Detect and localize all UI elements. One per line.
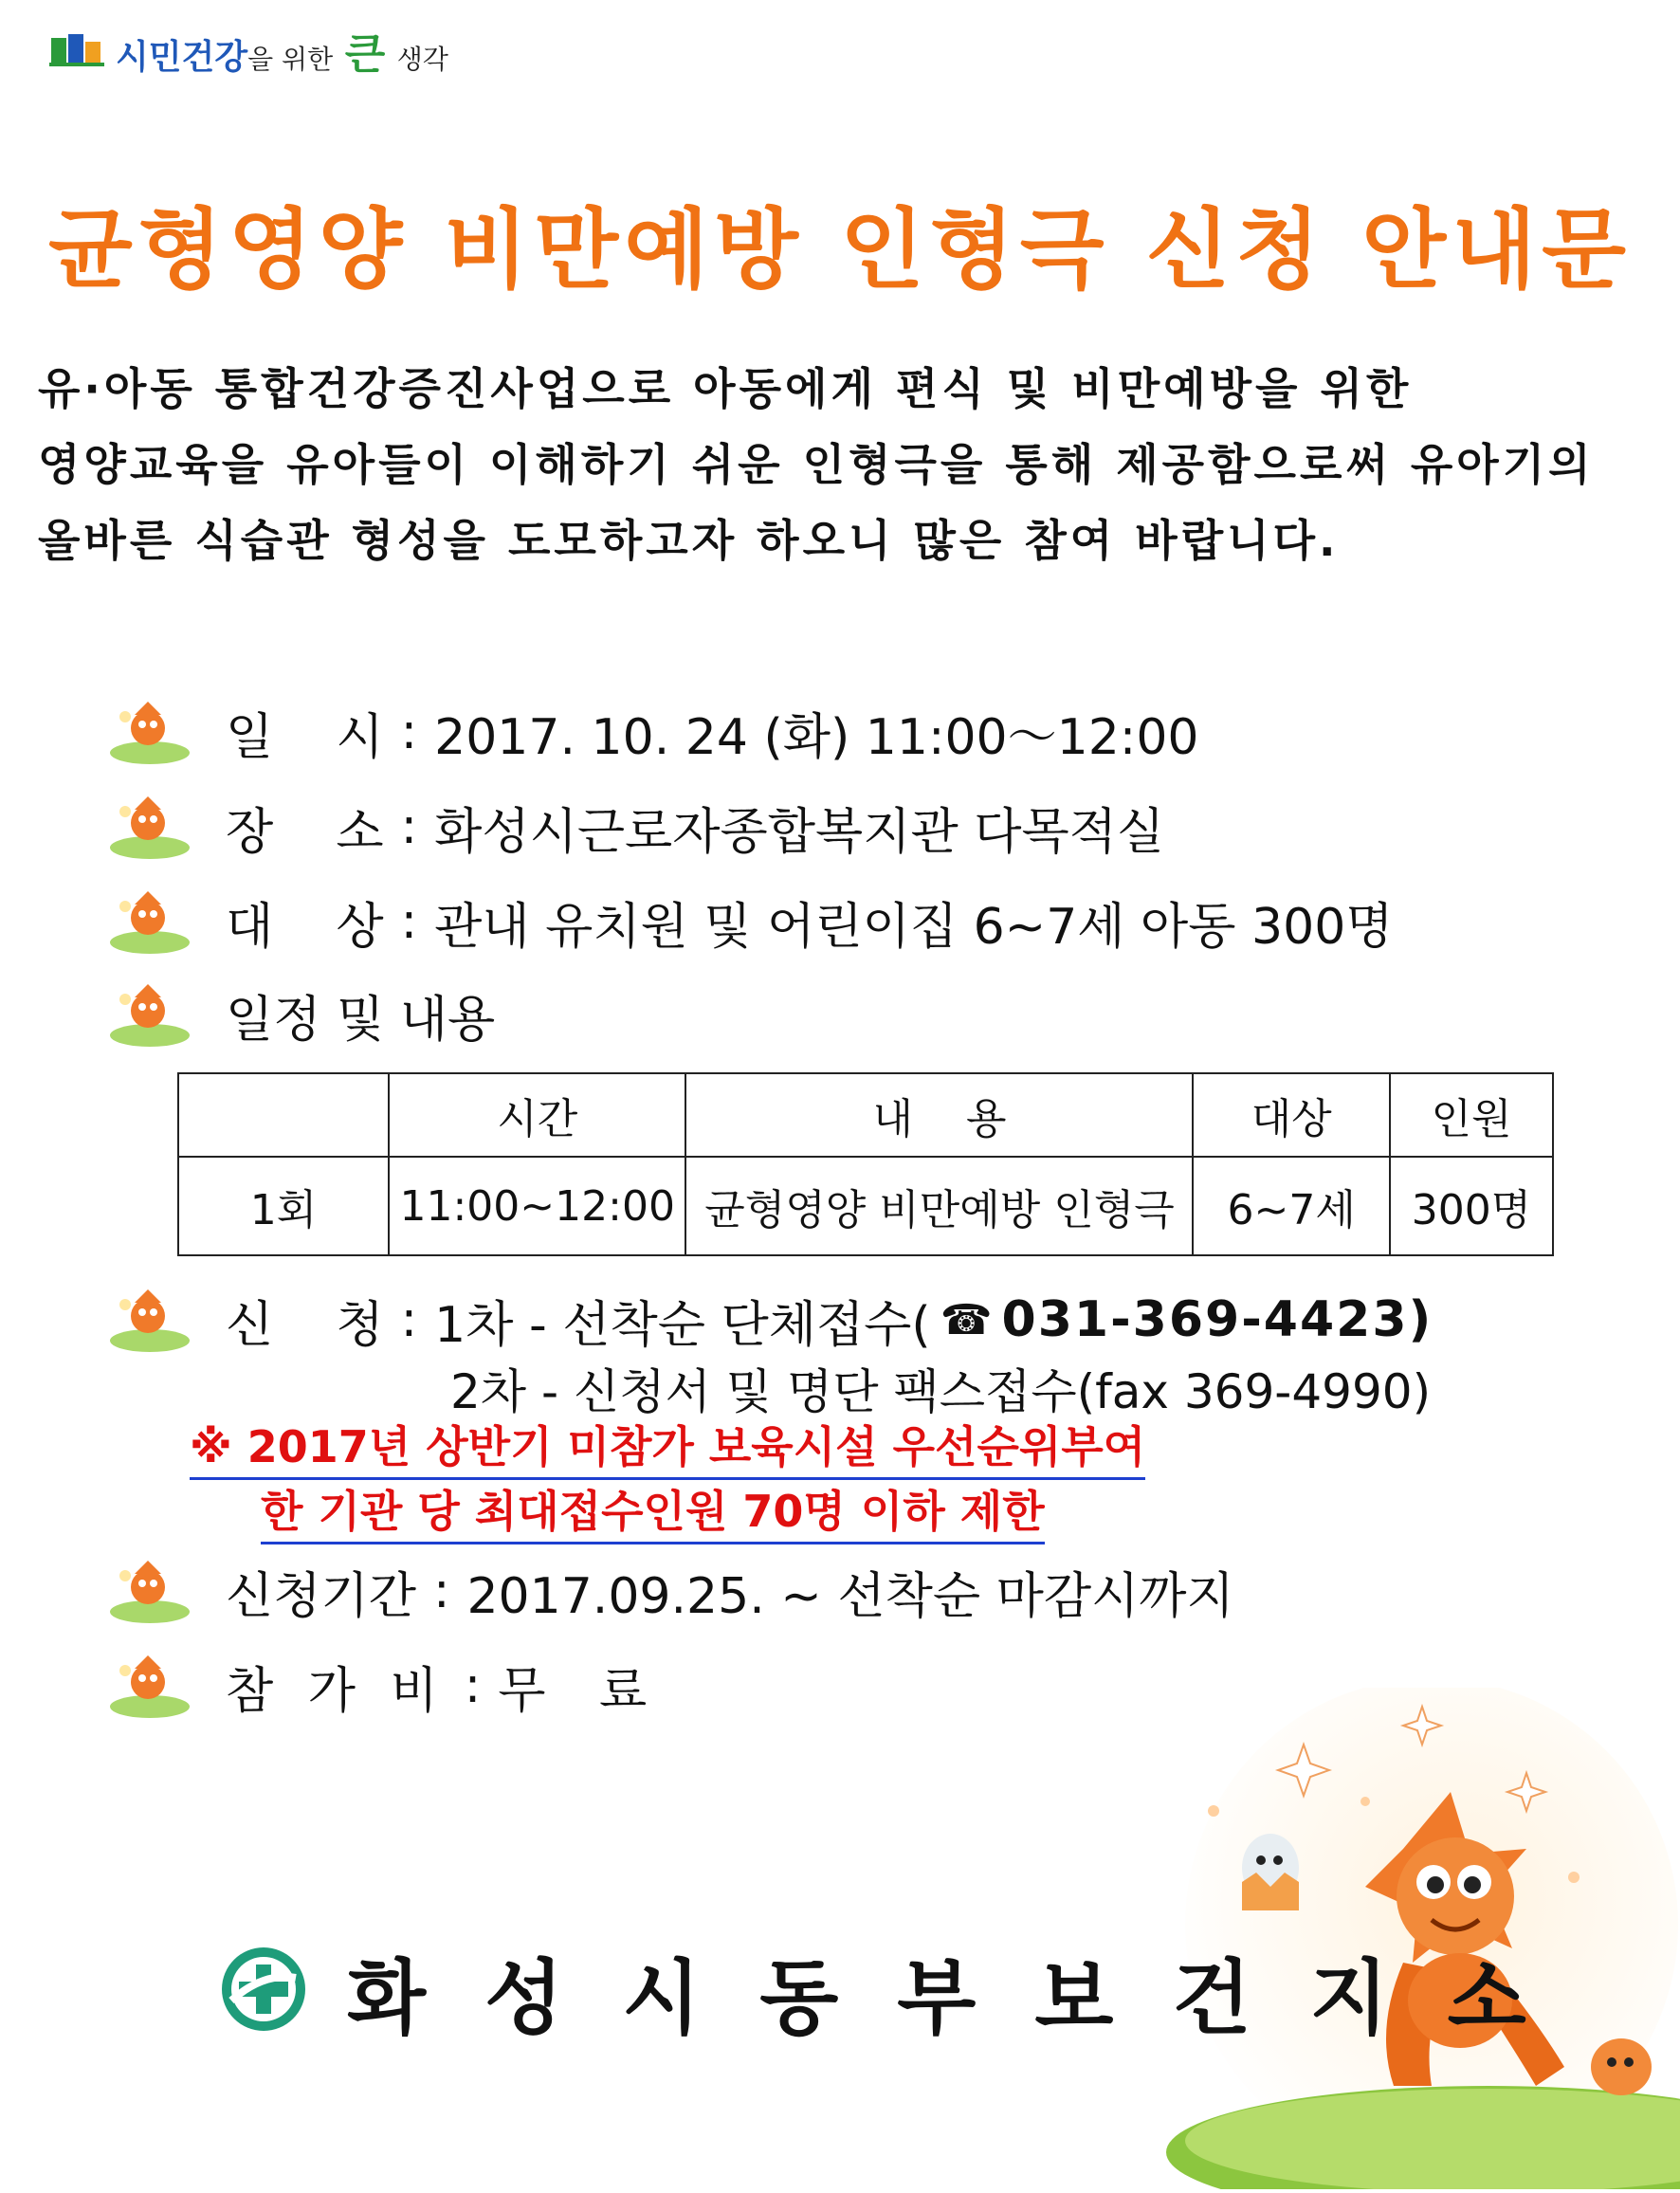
place-label: 장 소 xyxy=(226,803,384,861)
fee-value: 무 료 xyxy=(498,1662,667,1720)
schedule-label: 일정 및 내용 xyxy=(226,991,496,1049)
table-cell: 300명 xyxy=(1390,1157,1553,1255)
phone-icon: ☎ xyxy=(940,1295,993,1344)
apply-line2: 2차 - 신청서 및 명단 팩스접수(fax 369-4990) xyxy=(450,1364,1432,1419)
colon: : xyxy=(464,1657,482,1714)
table-header-cell: 내 용 xyxy=(685,1073,1193,1157)
bullet-character-icon xyxy=(106,789,193,865)
table-header-cell: 대상 xyxy=(1193,1073,1389,1157)
period-label: 신청기간 xyxy=(226,1567,416,1625)
apply-phone: 031-369-4423) xyxy=(1001,1291,1433,1348)
info-row-target xyxy=(106,884,1394,959)
bullet-character-icon xyxy=(106,1648,193,1724)
info-row-date xyxy=(106,694,1199,770)
bullet-character-icon xyxy=(106,977,193,1052)
table-cell: 1회 xyxy=(178,1157,389,1255)
footer-organization xyxy=(218,1934,1585,2048)
health-center-logo-icon xyxy=(218,1944,309,2038)
notice-line1: ※ 2017년 상반기 미참가 보육시설 우선순위부여 xyxy=(190,1413,1145,1480)
date-value: 2017. 10. 24 (화) 11:00～12:00 xyxy=(434,708,1199,766)
bullet-character-icon xyxy=(106,1282,193,1358)
colon: : xyxy=(400,893,418,950)
page-title: 균형영양 비만예방 인형극 신청 안내문 xyxy=(47,199,1633,301)
colon: : xyxy=(400,1291,418,1348)
fee-label: 참 가 비 xyxy=(226,1662,447,1720)
intro-paragraph: 유·아동 통합건강증진사업으로 아동에게 편식 및 비만예방을 위한 영양교육을 유아들이 이해하기 쉬운 인형극을 통해 제공함으로써 유아기의 올바른 식습관 형성을 도모하고자 하오니 많은 참여 바랍니다. xyxy=(38,363,1595,566)
slogan-end: 생각 xyxy=(396,44,448,75)
table-cell: 균형영양 비만예방 인형극 xyxy=(685,1157,1193,1255)
info-row-fee xyxy=(106,1648,666,1724)
target-label: 대 상 xyxy=(226,898,384,956)
bullet-character-icon xyxy=(106,884,193,959)
table-header-cell xyxy=(178,1073,389,1157)
table-cell: 11:00~12:00 xyxy=(389,1157,686,1255)
slogan-main: 시민건강 xyxy=(116,38,248,77)
table-header-row xyxy=(178,1073,1553,1157)
bullet-character-icon xyxy=(106,1553,193,1629)
colon: : xyxy=(400,704,418,760)
apply-line1: 1차 - 선착순 단체접수( xyxy=(434,1296,931,1354)
info-row-apply xyxy=(106,1282,1433,1358)
colon: : xyxy=(432,1563,450,1619)
table-row xyxy=(178,1157,1553,1255)
place-value: 화성시근로자종합복지관 다목적실 xyxy=(434,803,1165,861)
info-row-schedule xyxy=(106,977,495,1052)
slogan-rest: 을 위한 xyxy=(247,44,334,75)
slogan-big: 큰 xyxy=(344,30,386,79)
apply-label: 신 청 xyxy=(226,1296,384,1354)
organization-name: 화성시동부보건지소 xyxy=(347,1951,1585,2046)
header-slogan xyxy=(49,17,448,83)
table-header-cell: 시간 xyxy=(389,1073,686,1157)
city-logo-icon xyxy=(49,30,106,70)
period-value: 2017.09.25. ~ 선착순 마감시까지 xyxy=(466,1567,1234,1625)
schedule-table xyxy=(177,1072,1554,1256)
target-value: 관내 유치원 및 어린이집 6~7세 아동 300명 xyxy=(434,898,1394,956)
date-label: 일 시 xyxy=(226,708,384,766)
info-row-period xyxy=(106,1553,1234,1629)
table-header-cell: 인원 xyxy=(1390,1073,1553,1157)
colon: : xyxy=(400,798,418,855)
table-cell: 6~7세 xyxy=(1193,1157,1389,1255)
notice-line2: 한 기관 당 최대접수인원 70명 이하 제한 xyxy=(261,1477,1045,1544)
slogan-text xyxy=(116,20,448,81)
info-row-place xyxy=(106,789,1164,865)
bullet-character-icon xyxy=(106,694,193,770)
